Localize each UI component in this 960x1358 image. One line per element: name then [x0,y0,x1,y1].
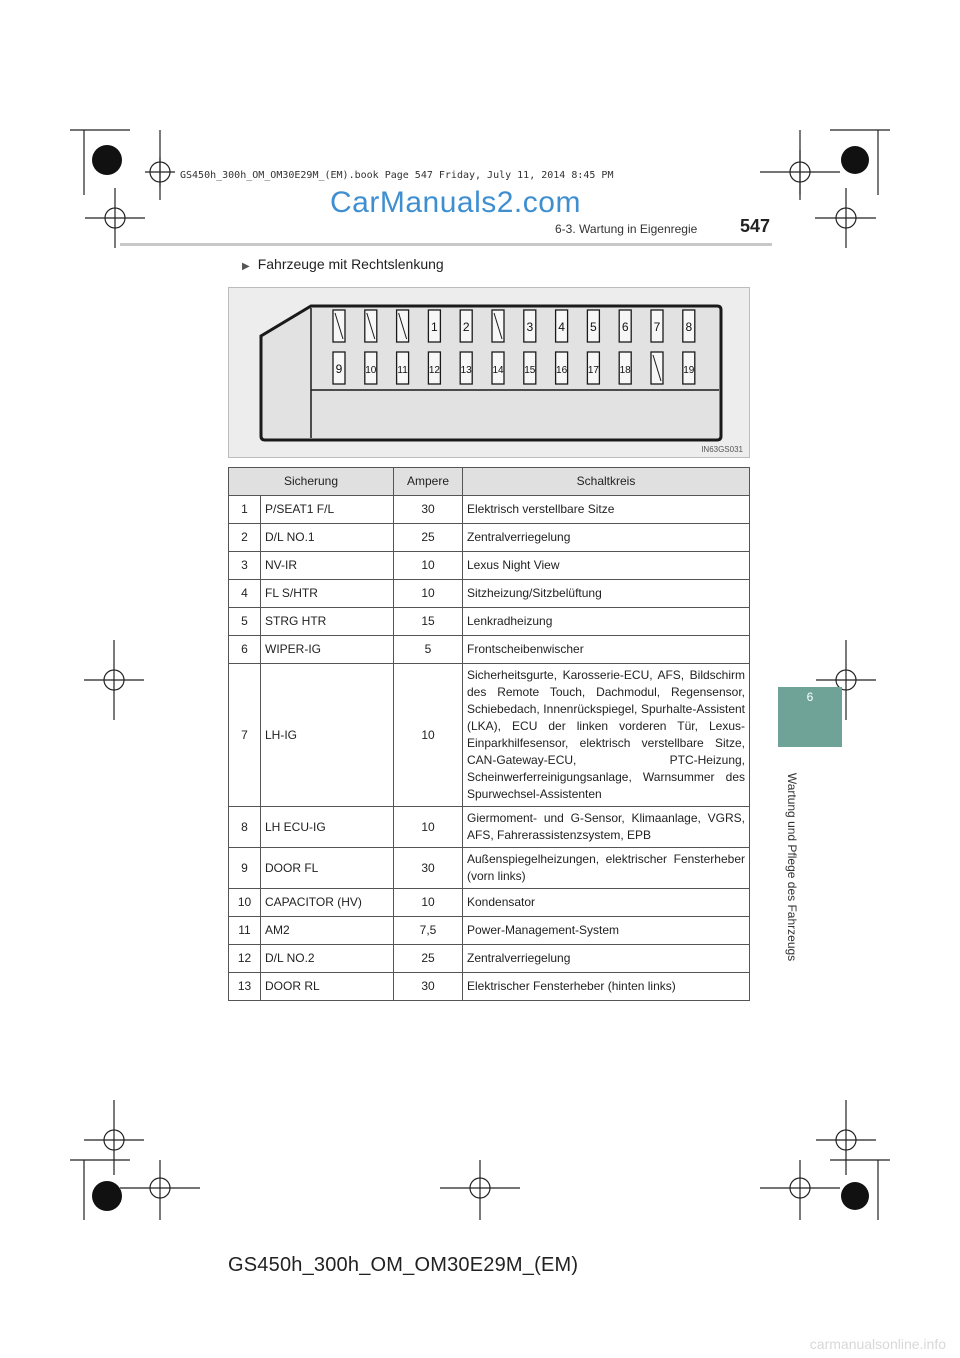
circuit-cell: Lenkradheizung [463,608,750,636]
circuit-cell: Sicherheitsgurte, Karosserie-ECU, AFS, Bildschirm des Remote Touch, Dachmodul, Regensensor, Schiebedach, Innenrückspiegel, Spurhalte-Assistent (LKA), ECU der linken vorderen Tür, Lexus-Einparkhilfesensor, elektrisch verstellbare Sitze, CAN-Gateway-ECU, PTC-Heizung, Scheinwerferreinigungsanlage, Warnsummer des Spurwechsel-Assistenten [463,664,750,807]
watermark-top: CarManuals2.com [330,186,581,219]
triangle-bullet-icon: ▶ [242,261,250,272]
table-row [229,608,750,636]
fuse-slot [524,310,536,342]
fuse-name-cell: CAPACITOR (HV) [261,889,394,917]
circuit-cell: Kondensator [463,889,750,917]
fuse-number-cell: 6 [229,636,261,664]
fuse-name-cell: P/SEAT1 F/L [261,496,394,524]
fuse-name-cell: DOOR RL [261,973,394,1001]
svg-text:12: 12 [428,365,440,376]
ampere-cell: 7,5 [394,917,463,945]
fuse-name-cell: AM2 [261,917,394,945]
fuse-slot [587,310,599,342]
table-row [229,580,750,608]
fuse-name-cell: LH-IG [261,664,394,807]
svg-text:9: 9 [335,362,343,376]
table-row [229,889,750,917]
chapter-side-title: Wartung und Pflege des Fahrzeugs [785,772,799,962]
fuse-name-cell: STRG HTR [261,608,394,636]
ampere-cell: 30 [394,496,463,524]
fuse-number-cell: 9 [229,848,261,889]
ampere-cell: 15 [394,608,463,636]
svg-text:11: 11 [397,365,408,376]
fuse-box-diagram [229,288,749,457]
fuse-slot [651,310,663,342]
svg-text:1: 1 [431,320,438,334]
circuit-cell: Lexus Night View [463,552,750,580]
heading-text: Fahrzeuge mit Rechtslenkung [257,256,444,272]
svg-text:18: 18 [619,365,631,376]
fuse-number-cell: 5 [229,608,261,636]
table-row [229,848,750,889]
svg-text:7: 7 [653,320,661,334]
fuse-slot [333,352,345,384]
ampere-cell: 10 [394,889,463,917]
svg-text:17: 17 [587,365,599,376]
fuse-name-cell: DOOR FL [261,848,394,889]
fuse-number-cell: 2 [229,524,261,552]
table-row [229,973,750,1001]
fuse-name-cell: FL S/HTR [261,580,394,608]
table-row [229,917,750,945]
svg-text:8: 8 [685,320,693,334]
fuse-name-cell: NV-IR [261,552,394,580]
fuse-slot [428,352,440,384]
fuse-slot [619,310,631,342]
fuse-slot-empty [397,310,409,342]
header-circuit: Schaltkreis [463,468,750,496]
svg-text:2: 2 [462,320,470,334]
table-row [229,496,750,524]
fuse-number-cell: 4 [229,580,261,608]
fuse-number-cell: 3 [229,552,261,580]
chapter-number: 6 [806,690,814,704]
section-heading [242,256,444,272]
fuse-name-cell: WIPER-IG [261,636,394,664]
fuse-number-cell: 12 [229,945,261,973]
fuse-table [228,467,750,1001]
fuse-slot-empty [651,352,663,384]
circuit-cell: Power-Management-System [463,917,750,945]
fuse-slot [492,352,504,384]
fuse-slot [428,310,440,342]
fuse-slot-empty [492,310,504,342]
svg-text:6: 6 [621,320,629,334]
fuse-name-cell: D/L NO.1 [261,524,394,552]
circuit-cell: Zentralverriegelung [463,945,750,973]
svg-text:4: 4 [558,320,565,334]
circuit-cell: Giermoment- und G-Sensor, Klimaanlage, VGRS, AFS, Fahrerassistenzsystem, EPB [463,807,750,848]
svg-text:16: 16 [556,365,568,376]
svg-text:15: 15 [524,365,536,376]
page-number: 547 [740,216,771,236]
fuse-slot [365,352,377,384]
footer-code: GS450h_300h_OM_OM30E29M_(EM) [228,1254,579,1276]
fuse-number-cell: 11 [229,917,261,945]
svg-text:13: 13 [460,365,472,376]
fuse-slot-empty [365,310,377,342]
fuse-slot [587,352,599,384]
circuit-cell: Frontscheibenwischer [463,636,750,664]
ampere-cell: 25 [394,945,463,973]
fuse-number-cell: 10 [229,889,261,917]
fuse-slot [683,352,695,384]
table-row [229,807,750,848]
header-fuse: Sicherung [229,468,394,496]
circuit-cell: Außenspiegelheizungen, elektrischer Fensterheber (vorn links) [463,848,750,889]
watermark-bottom: carmanualsonline.info [809,1336,946,1352]
fuse-slot [524,352,536,384]
circuit-cell: Sitzheizung/Sitzbelüftung [463,580,750,608]
fuse-slot [556,310,568,342]
fuse-slot [460,352,472,384]
svg-text:3: 3 [526,320,534,334]
ampere-cell: 5 [394,636,463,664]
ampere-cell: 10 [394,807,463,848]
circuit-cell: Elektrisch verstellbare Sitze [463,496,750,524]
fuse-slot [619,352,631,384]
table-row [229,664,750,807]
fuse-slot [460,310,472,342]
fuse-box-figure [228,287,750,458]
fuse-number-cell: 7 [229,664,261,807]
svg-text:14: 14 [492,365,504,376]
table-header-row [229,468,750,496]
fuse-name-cell: LH ECU-IG [261,807,394,848]
ampere-cell: 10 [394,664,463,807]
header-rule [120,243,772,246]
fuse-slot [683,310,695,342]
fuse-name-cell: D/L NO.2 [261,945,394,973]
fuse-slot [397,352,409,384]
header-ampere: Ampere [394,468,463,496]
ampere-cell: 10 [394,552,463,580]
figure-code: IN63GS031 [701,445,743,454]
ampere-cell: 10 [394,580,463,608]
print-info: GS450h_300h_OM_OM30E29M_(EM).book Page 547 Friday, July 11, 2014 8:45 PM [180,170,614,181]
circuit-cell: Zentralverriegelung [463,524,750,552]
fuse-slot [556,352,568,384]
ampere-cell: 30 [394,848,463,889]
circuit-cell: Elektrischer Fensterheber (hinten links) [463,973,750,1001]
svg-text:5: 5 [590,320,597,334]
fuse-slot-empty [333,310,345,342]
section-title: 6-3. Wartung in Eigenregie [555,222,698,236]
fuse-number-cell: 8 [229,807,261,848]
table-row [229,524,750,552]
table-row [229,552,750,580]
table-row [229,636,750,664]
svg-text:19: 19 [683,365,695,376]
table-row [229,945,750,973]
ampere-cell: 25 [394,524,463,552]
ampere-cell: 30 [394,973,463,1001]
fuse-number-cell: 13 [229,973,261,1001]
svg-text:10: 10 [365,365,377,376]
fuse-number-cell: 1 [229,496,261,524]
